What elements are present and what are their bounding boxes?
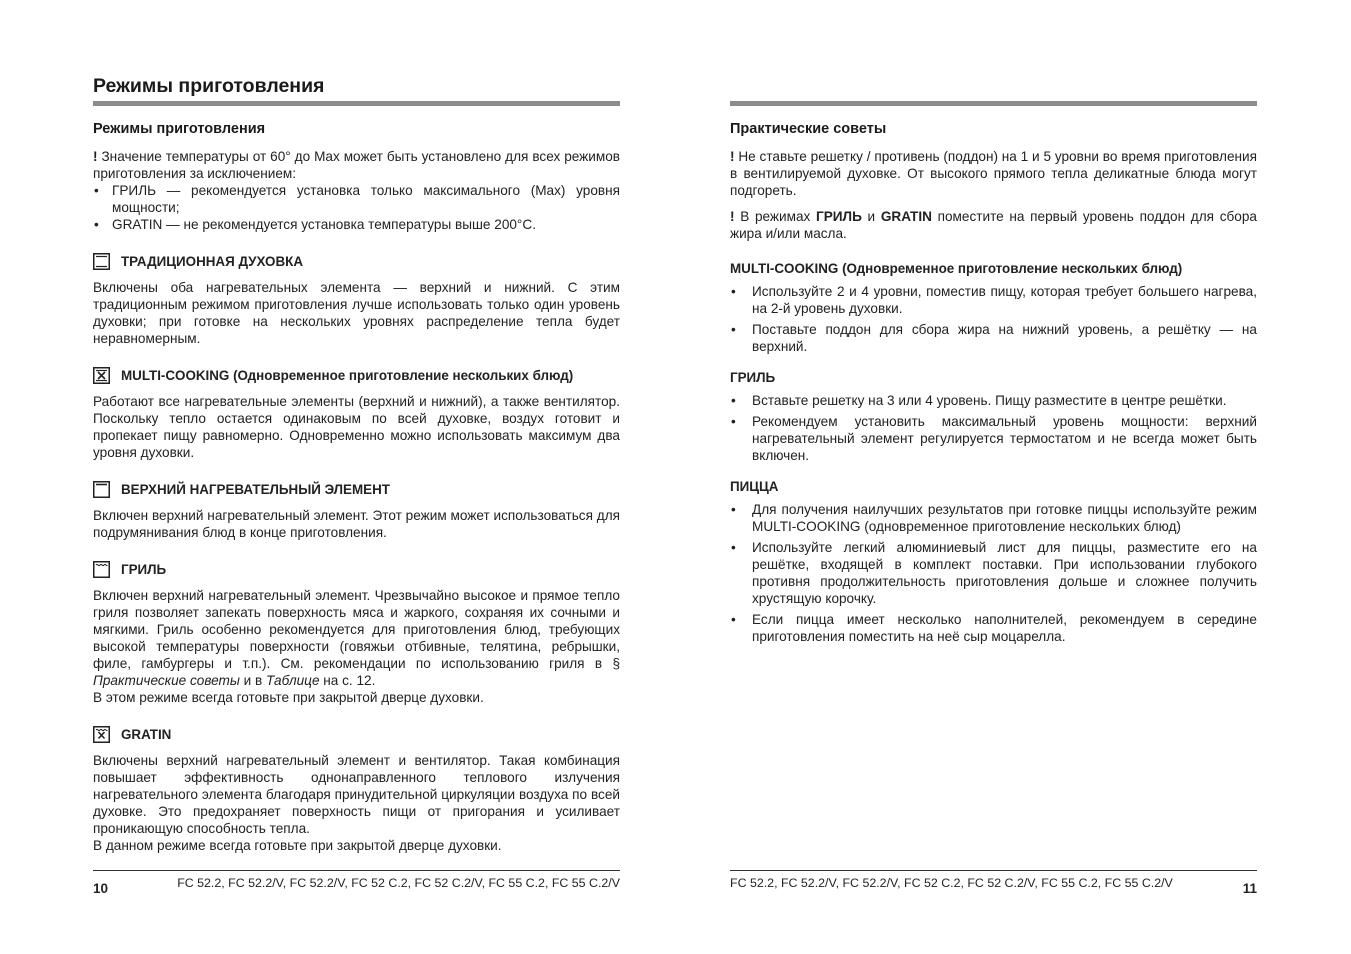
footer-rule [93, 870, 620, 871]
multi-cooking-icon [93, 367, 110, 384]
list-item: • Если пицца имеет несколько наполнителей, рекомендуем в середине приготовления поместить на неё сыр моцарелла. [730, 611, 1257, 645]
grill-description: Включен верхний нагревательный элемент. Чрезвычайно высокое и прямое тепло гриля позволяет запекать поверхность мяса и жаркого, сохраняя их сочными и мягкими. Гриль особенно рекомендуется для приготовления блюд, требующих высокой температуры поверхности (говяжьи отбивные, телятина, ребрышки, филе, гамбургеры и т.п.). См. рекомендации по использованию гриля в § Практические советы и в Таблице на с. 12. [93, 588, 620, 688]
mode-title: ВЕРХНИЙ НАГРЕВАТЕЛЬНЫЙ ЭЛЕМЕНТ [121, 481, 390, 497]
mode-top-element-header [93, 479, 620, 499]
mode-title: MULTI-COOKING (Одновременное приготовление нескольких блюд) [121, 367, 574, 383]
tip-note: ! Не ставьте решетку / противень (поддон) на 1 и 5 уровни во время приготовления в вентилируемой духовке. От высокого прямого тепла деликатные блюда могут подгореть. [730, 149, 1257, 198]
pizza-tips [730, 501, 1257, 645]
mode-title: GRATIN [121, 726, 172, 742]
list-item: • Используйте легкий алюминиевый лист для пиццы, разместите его на решётке, входящей в комплект поставки. При использовании глубокого противня продолжительность приготовления дольше и сложнее получить хрустящую корочку. [730, 539, 1257, 607]
list-item: • Поставьте поддон для сбора жира на нижний уровень, а решётку — на верхний. [730, 321, 1257, 355]
gratin-note: В данном режиме всегда готовьте при закрытой дверце духовки. [93, 838, 502, 853]
list-item: • GRATIN — не рекомендуется установка температуры выше 200°C. [93, 216, 620, 233]
multi-cooking-tips [730, 283, 1257, 355]
traditional-oven-icon [93, 253, 110, 270]
section-title: Практические советы [730, 121, 887, 137]
mode-description: Включены оба нагревательных элемента — верхний и нижний. С этим традиционным режимом приготовления лучше использовать только один уровень духовки; при готовке на нескольких уровнях распределение тепла будет неравномерным. [93, 280, 620, 346]
exclamation-mark: ! [730, 149, 735, 164]
title-bar [93, 101, 620, 106]
mode-title: ТРАДИЦИОННАЯ ДУХОВКА [121, 253, 303, 269]
top-heating-element-icon [93, 481, 110, 498]
list-item: • Для получения наилучших результатов при готовке пиццы используйте режим MULTI-COOKING (одновременное приготовление нескольких блюд) [730, 501, 1257, 535]
list-item: • Вставьте решетку на 3 или 4 уровень. Пищу разместите в центре решётки. [730, 392, 1257, 409]
grill-icon [93, 561, 110, 578]
mode-multi-cooking-header [93, 365, 620, 385]
mode-traditional-header [93, 251, 620, 271]
tip-note: ! В режимах ГРИЛЬ и GRATIN поместите на первый уровень поддон для сбора жира и/или масла. [730, 209, 1257, 241]
subheading-pizza: ПИЦЦА [730, 479, 779, 494]
title-bar [730, 101, 1257, 106]
mode-description: Включен верхний нагревательный элемент. Этот режим может использоваться для подрумянивания блюд в конце приготовления. [93, 508, 620, 540]
mode-gratin-header [93, 724, 620, 744]
section-title: Режимы приготовления [93, 121, 266, 137]
reference-practical-tips: Практические советы [93, 673, 240, 688]
list-item: • Используйте 2 и 4 уровни, поместив пищу, которая требует большего нагрева, на 2-й уровень духовки. [730, 283, 1257, 317]
grill-note: В этом режиме всегда готовьте при закрытой дверце духовки. [93, 690, 484, 705]
right-content [730, 119, 1257, 649]
page-title: Режимы приготовления [93, 75, 325, 97]
model-list: FC 52.2, FC 52.2/V, FC 52.2/V, FC 52 C.2, FC 52 C.2/V, FC 55 C.2, FC 55 C.2/V [730, 876, 1173, 890]
mode-description: Работают все нагревательные элементы (верхний и нижний), а также вентилятор. Поскольку тепло остается одинаковым по всей духовке, воздух готовит и пропекает пищу равномерно. Одновременно можно использовать максимум два уровня духовки. [93, 394, 620, 460]
gratin-icon [93, 726, 110, 743]
subheading-multi-cooking: MULTI-COOKING (Одновременное приготовление нескольких блюд) [730, 261, 1183, 276]
intro-bullets [93, 182, 620, 233]
subheading-grill: ГРИЛЬ [730, 370, 776, 385]
list-item: • ГРИЛЬ — рекомендуется установка только максимального (Max) уровня мощности; [93, 182, 620, 216]
mode-grill-header [93, 559, 620, 579]
page-number: 11 [1242, 881, 1257, 896]
footer-rule [730, 870, 1257, 871]
reference-table: Таблице [266, 673, 320, 688]
grill-tips [730, 392, 1257, 464]
intro-note: ! Значение температуры от 60° до Max может быть установлено для всех режимов приготовления за исключением: [93, 149, 620, 181]
list-item: • Рекомендуем установить максимальный уровень мощности: верхний нагревательный элемент регулируется термостатом и не всегда может быть включен. [730, 413, 1257, 464]
gratin-description: Включены верхний нагревательный элемент и вентилятор. Такая комбинация повышает эффективность однонаправленного теплового излучения нагревательного элемента благодаря принудительной циркуляции воздуха по всей духовке. Это предохраняет поверхность пищи от пригорания и усиливает проникающую способность тепла. [93, 753, 620, 836]
page-number: 10 [93, 881, 109, 896]
exclamation-mark: ! [730, 209, 735, 224]
model-list: FC 52.2, FC 52.2/V, FC 52.2/V, FC 52 C.2, FC 52 C.2/V, FC 55 C.2, FC 55 C.2/V [177, 876, 620, 890]
mode-title: ГРИЛЬ [121, 561, 167, 577]
exclamation-mark: ! [93, 149, 98, 164]
left-content [93, 119, 620, 854]
